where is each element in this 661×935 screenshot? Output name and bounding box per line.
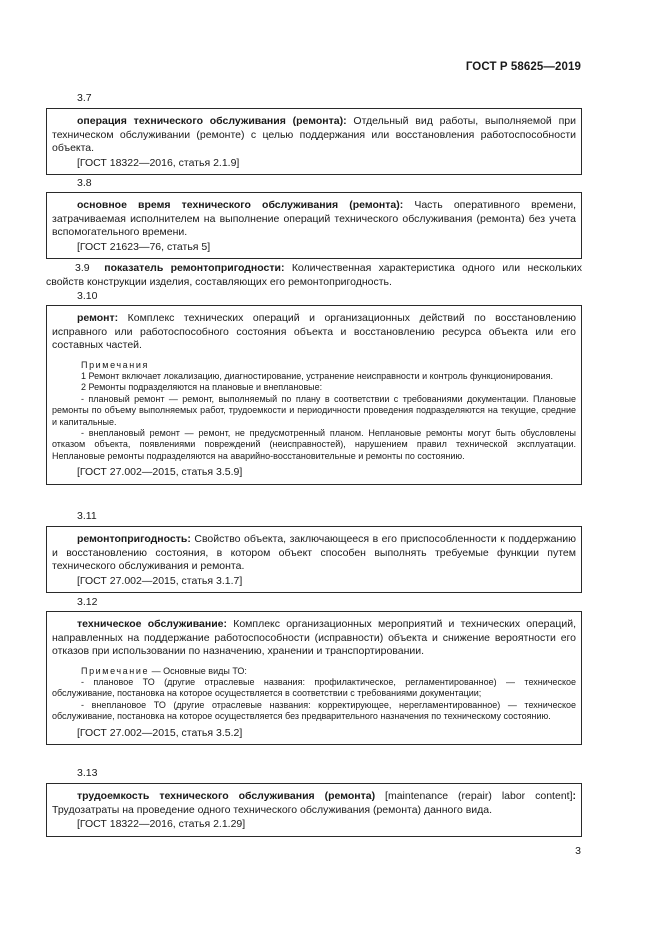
definition-text (52, 115, 576, 156)
definition-box (46, 611, 582, 745)
source-reference: [ГОСТ 27.002—2015, статья 3.5.2] (77, 726, 243, 739)
definition-box (46, 783, 582, 837)
term: ремонтопригодность: (77, 533, 191, 545)
notes-block (52, 360, 576, 463)
entry-number: 3.7 (77, 92, 92, 104)
definition-box (46, 526, 582, 593)
notes-heading: Примечания (81, 359, 149, 370)
entry-number: 3.10 (77, 290, 98, 302)
entry-number: 3.13 (77, 767, 98, 779)
standard-designation: ГОСТ Р 58625—2019 (465, 61, 581, 73)
entry-number: 3.11 (77, 510, 97, 522)
notes-block (52, 666, 576, 723)
definition: Количественная характеристика одного или нескольких свойств конструкции изделия, составляющих его ремонтопригодность. (46, 262, 583, 288)
definition: Свойство объекта, заключающееся в его приспособленности к поддержанию и восстановлению состояния, в котором объект способен выполнять требуемые функции путем технического обслуживания и ремонта. (52, 533, 576, 572)
definition: Отдельный вид работы, выполняемой при техническом обслуживании (ремонте) с целью поддержания или восстановления работоспособности объекта. (52, 115, 576, 154)
definition-box (46, 192, 582, 259)
definition-text (52, 618, 576, 659)
definition-text (52, 533, 576, 574)
term: ремонт: (77, 312, 119, 324)
term: техническое обслуживание: (77, 618, 227, 630)
source-reference: [ГОСТ 27.002—2015, статья 3.1.7] (77, 574, 243, 587)
note-item: - плановый ремонт — ремонт, выполняемый по плану в соответствии с требованиями документации. Плановые ремонты по объему выполняемых работ, трудоемкости и периодичности проведения подразделяются на текущие, средние и капитальные. (52, 393, 576, 427)
term: операция технического обслуживания (ремонта): (77, 115, 347, 127)
notes-heading: Примечание — Основные виды ТО: (81, 665, 247, 676)
page-number: 3 (575, 845, 581, 857)
note-item: - внеплановое ТО (другие отраслевые названия: корректирующее, нерегламентированное) — техническое обслуживание, постановка на которое осуществляется без предварительного назначения по техническому состоянию. (52, 699, 576, 722)
entry-number: 3.12 (77, 596, 98, 608)
source-reference: [ГОСТ 21623—76, статья 5] (77, 240, 211, 253)
definition: Часть оперативного времени, затрачиваемая исполнителем на выполнение операций технического обслуживания (ремонта) без учета вспомогательного времени. (52, 199, 576, 238)
term: основное время технического обслуживания (ремонта): (77, 199, 404, 211)
definition-text (52, 199, 576, 240)
term: показатель ремонтопригодности: (104, 262, 285, 274)
definition: Трудозатраты на проведение одного технического обслуживания (ремонта) данного вида. (52, 803, 493, 816)
entry-number: 3.8 (77, 177, 92, 189)
definition: Комплекс организационных мероприятий и технических операций, направленных на поддержание работоспособности (исправности) объекта и снижение вероятности его отказов при использовании по назначению, хранении и транспортировании. (52, 618, 577, 657)
definition-text: трудоемкость технического обслуживания (ремонта) [maintenance (repair) labor content]: Трудозатраты на проведение одного технического обслуживания (ремонта) данного вида. (52, 790, 576, 816)
source-reference: [ГОСТ 27.002—2015, статья 3.5.9] (77, 466, 243, 479)
source-reference: [ГОСТ 18322—2016, статья 2.1.9] (77, 156, 240, 169)
definition-text (46, 262, 582, 289)
note-item: 1 Ремонт включает локализацию, диагностирование, устранение неисправности и контроль функционирования. (81, 370, 553, 381)
definition-box (46, 305, 582, 485)
note-item: - внеплановый ремонт — ремонт, не предусмотренный планом. Неплановые ремонты могут быть обусловлены отказом объекта, появлениями повреждений (неисправностей), нарушением правил технической эксплуатации. Неплановые ремонты подразделяются на аварийно-восстановительные и ремонты по состоянию. (52, 427, 576, 461)
term-english: [maintenance (repair) labor content] (375, 790, 573, 802)
definition-text (52, 312, 576, 353)
note-item: 2 Ремонты подразделяются на плановые и внеплановые: (81, 382, 323, 393)
definition: Комплекс технических операций и организационных действий по восстановлению исправного или работоспособного состояния объекта и восстановлению ресурса объекта или его составных частей. (52, 312, 576, 351)
source-reference: [ГОСТ 18322—2016, статья 2.1.29] (77, 818, 246, 830)
term: трудоемкость технического обслуживания (ремонта) (77, 790, 376, 802)
note-item: - плановое ТО (другие отраслевые названия: профилактическое, регламентированное) — техническое обслуживание, постановка на которое осуществляется в соответствии с требованиями документации; (52, 676, 576, 699)
entry-number: 3.9 (75, 262, 90, 274)
definition-box (46, 108, 582, 175)
